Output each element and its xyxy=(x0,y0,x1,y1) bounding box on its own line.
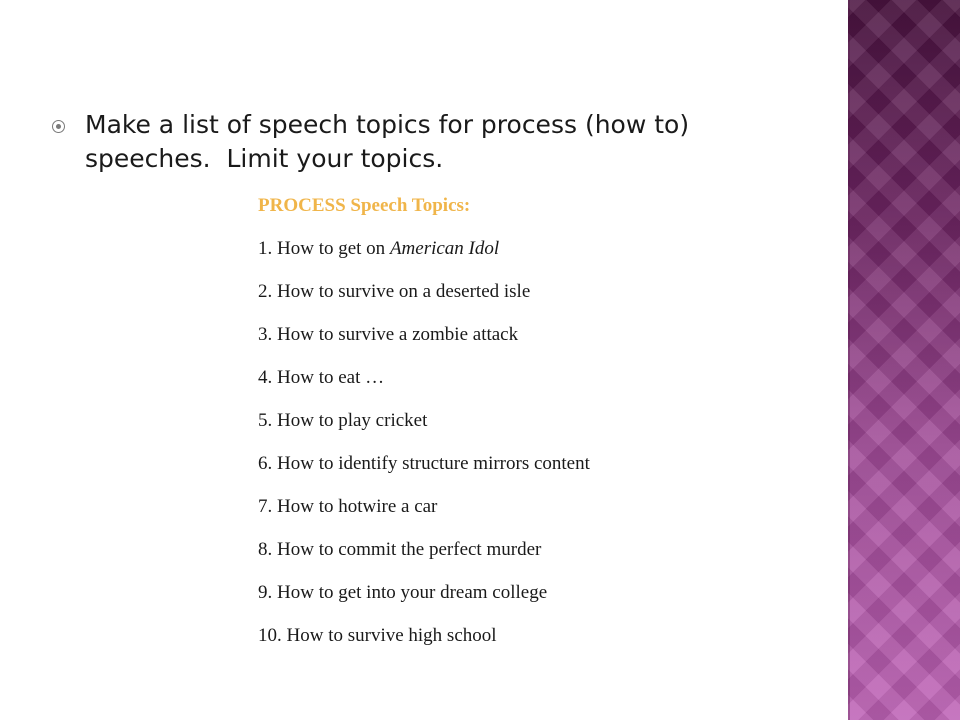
topic-item: 5. How to play cricket xyxy=(258,410,428,431)
topic-item: 10. How to survive high school xyxy=(258,625,497,646)
topic-item: 9. How to get into your dream college xyxy=(258,582,548,603)
topic-item: 8. How to commit the perfect murder xyxy=(258,539,542,560)
decorative-side-panel xyxy=(848,0,960,720)
topic-item: 1. How to get on American Idol xyxy=(258,238,500,259)
main-bullet xyxy=(52,108,822,176)
side-panel-edge xyxy=(848,0,850,720)
topic-item: 4. How to eat … xyxy=(258,367,385,388)
topic-item: 3. How to survive a zombie attack xyxy=(258,324,519,345)
topic-item: 2. How to survive on a deserted isle xyxy=(258,281,531,302)
topic-item: 6. How to identify structure mirrors content xyxy=(258,453,590,474)
circle-bullet-icon xyxy=(52,120,65,133)
bullet-text: Make a list of speech topics for process (how to) speeches. Limit your topics. xyxy=(85,110,690,173)
topics-list xyxy=(258,193,818,666)
topics-heading: PROCESS Speech Topics: xyxy=(258,195,471,216)
topic-item: 7. How to hotwire a car xyxy=(258,496,438,517)
